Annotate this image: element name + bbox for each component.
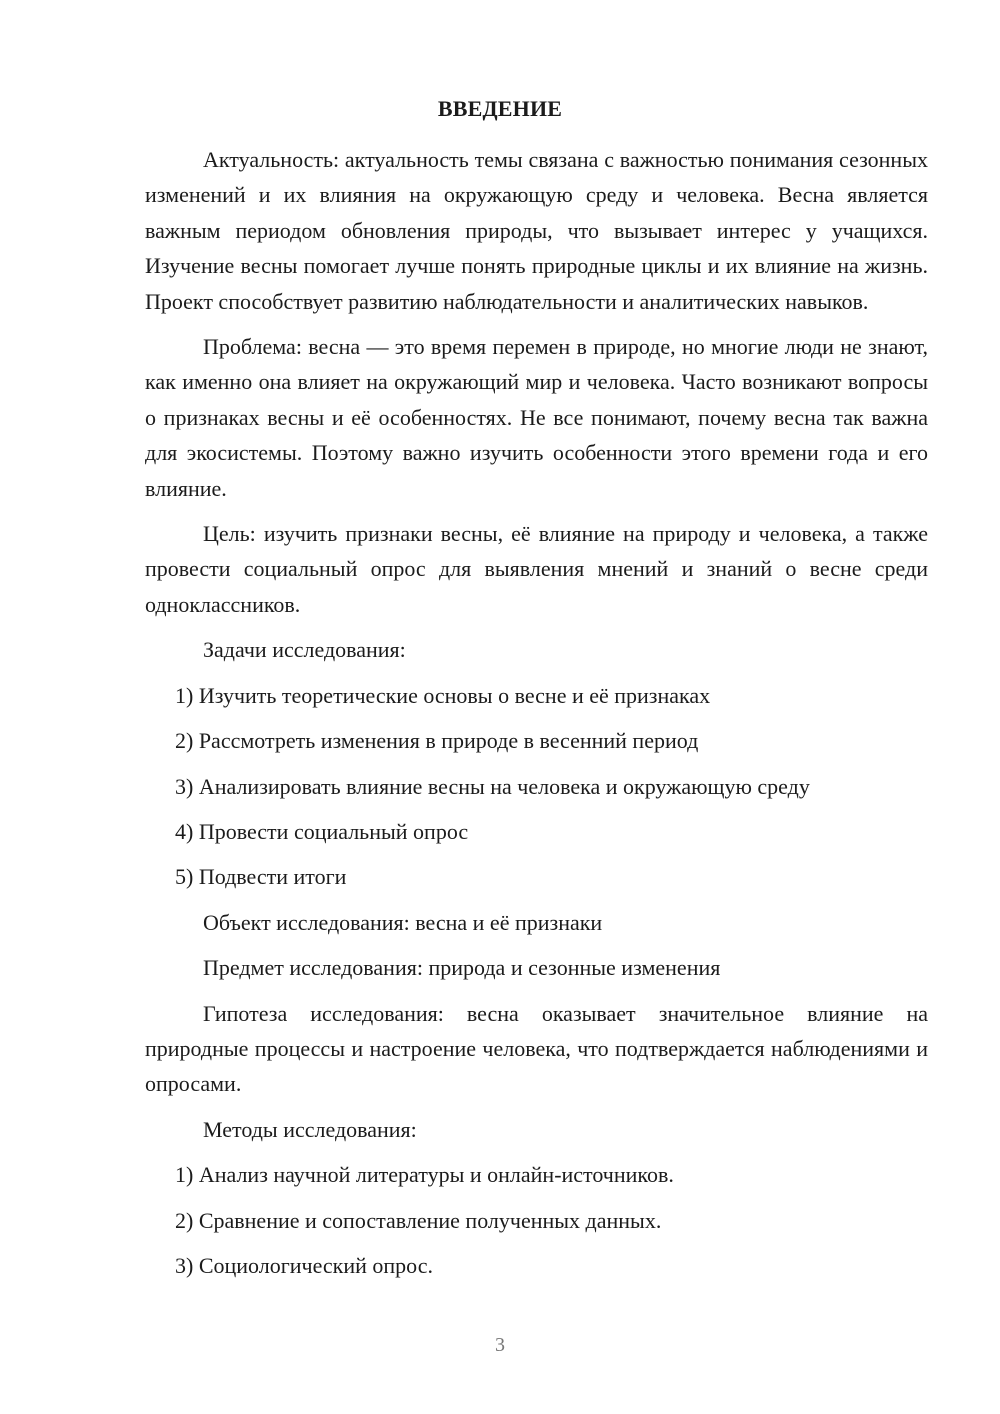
task-item: 1) Изучить теоретические основы о весне и её признаках [175, 682, 711, 708]
research-subject: Предмет исследования: природа и сезонные изменения [203, 955, 721, 981]
method-item: 2) Сравнение и сопоставление полученных данных. [175, 1207, 662, 1233]
hypothesis-paragraph: Гипотеза исследования: весна оказывает значительное влияние на природные процессы и настроение человека, что подтверждается наблюдениями и опросами. [145, 1000, 928, 1097]
method-item: 3) Социологический опрос. [175, 1252, 433, 1278]
page-number: 3 [495, 1334, 505, 1356]
task-item: 3) Анализировать влияние весны на человека и окружающую среду [175, 773, 810, 799]
methods-heading: Методы исследования: [203, 1116, 417, 1142]
task-item: 4) Провести социальный опрос [175, 818, 469, 844]
task-item: 5) Подвести итоги [175, 864, 347, 890]
goal-paragraph: Цель: изучить признаки весны, её влияние на природу и человека, а также провести социальный опрос для выявления мнений и знаний о весне среди одноклассников. [145, 521, 928, 617]
tasks-heading: Задачи исследования: [203, 637, 406, 663]
relevance-paragraph: Актуальность: актуальность темы связана с важностью понимания сезонных изменений и их влияния на окружающую среду и человека. Весна является важным периодом обновления природы, что вызывает интерес у учащихся. Изучение весны помогает лучше понять природные циклы и их влияние на жизнь. Проект способствует развитию наблюдательности и аналитических навыков. [145, 147, 928, 314]
document-body [145, 142, 928, 1293]
task-item: 2) Рассмотреть изменения в природе в весенний период [175, 728, 699, 754]
research-object: Объект исследования: весна и её признаки [203, 909, 603, 935]
section-title: ВВЕДЕНИЕ [437, 96, 563, 121]
method-item: 1) Анализ научной литературы и онлайн-источников. [175, 1162, 674, 1188]
problem-paragraph: Проблема: весна — это время перемен в природе, но многие люди не знают, как именно она влияет на окружающий мир и человека. Часто возникают вопросы о признаках весны и её особенностях. Не все понимают, почему весна так важна для экосистемы. Поэтому важно изучить особенности этого времени года и его влияние. [145, 334, 928, 501]
